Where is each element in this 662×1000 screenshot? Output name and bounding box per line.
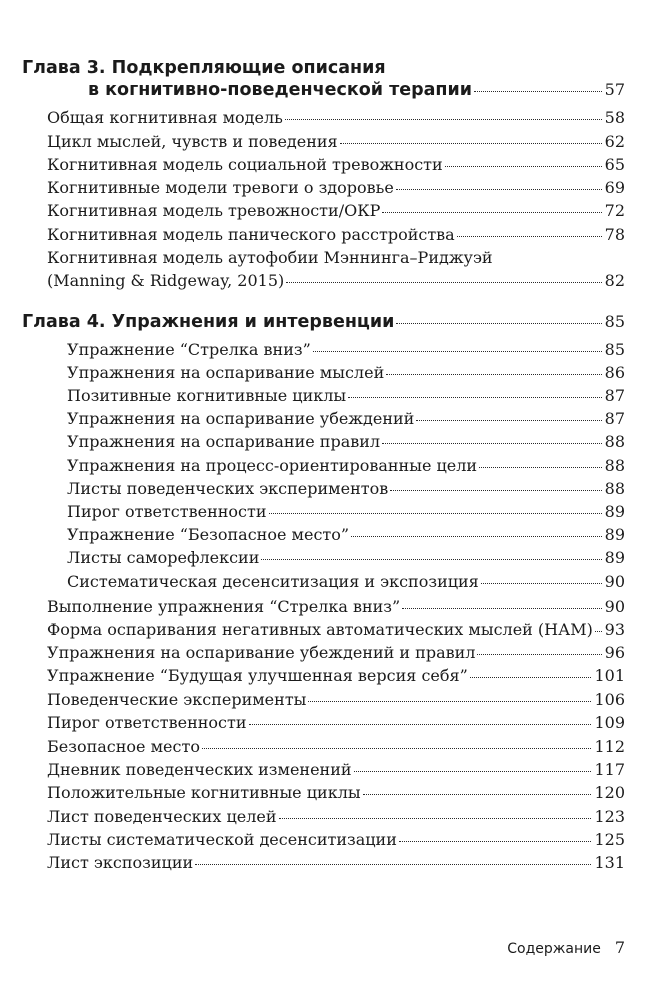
toc-sub-entry[interactable] — [67, 572, 625, 592]
toc-entry-page: 85 — [604, 340, 625, 359]
page-footer — [507, 938, 625, 957]
toc-entry-title: Когнитивная модель тревожности/ОКР — [47, 201, 381, 220]
chapter-3-heading[interactable] — [88, 80, 625, 100]
toc-entry[interactable] — [47, 178, 625, 198]
toc-entry-title: Цикл мыслей, чувств и поведения — [47, 132, 338, 151]
toc-entry[interactable] — [47, 807, 625, 827]
dot-leader — [340, 143, 602, 144]
toc-entry-page: 88 — [604, 456, 625, 475]
dot-leader — [279, 818, 592, 819]
toc-entry[interactable] — [47, 666, 625, 686]
toc-entry[interactable] — [47, 853, 625, 873]
dot-leader — [382, 212, 601, 213]
toc-entry-title: Лист экспозиции — [47, 853, 194, 872]
toc-entry-page: 58 — [604, 108, 625, 127]
toc-entry-title: Общая когнитивная модель — [47, 108, 283, 127]
toc-entry-page: 101 — [594, 666, 625, 685]
toc-entry-page: 96 — [604, 643, 625, 662]
toc-entry[interactable] — [47, 620, 625, 640]
toc-entry-title: Когнитивная модель социальной тревожности — [47, 155, 443, 174]
toc-sub-entry[interactable] — [67, 340, 625, 360]
toc-entry-page: 65 — [604, 155, 625, 174]
toc-entry-page: 88 — [604, 432, 625, 451]
toc-entry-page: 131 — [594, 853, 625, 872]
toc-entry-page: 89 — [604, 525, 625, 544]
toc-entry-page: 125 — [594, 830, 625, 849]
toc-entry[interactable] — [47, 830, 625, 850]
toc-entry-page: 89 — [604, 502, 625, 521]
toc-entry-title: Когнитивная модель панического расстройства — [47, 225, 455, 244]
toc-entry-page: 89 — [604, 548, 625, 567]
toc-sub-entry[interactable] — [67, 525, 625, 545]
toc-entry-title: Упражнение “Стрелка вниз” — [67, 340, 311, 359]
chapter-3-page: 57 — [604, 80, 625, 99]
dot-leader — [313, 351, 602, 352]
dot-leader — [285, 119, 602, 120]
toc-entry-title: Упражнение “Безопасное место” — [67, 525, 350, 544]
toc-entry-page: 88 — [604, 479, 625, 498]
footer-page-number: 7 — [614, 938, 625, 957]
toc-entry-title: (Manning & Ridgeway, 2015) — [47, 271, 285, 290]
toc-entry[interactable] — [47, 108, 625, 128]
toc-entry[interactable] — [47, 132, 625, 152]
toc-entry-page: 109 — [594, 713, 625, 732]
toc-entry-page: 62 — [604, 132, 625, 151]
dot-leader — [195, 864, 591, 865]
dot-leader — [457, 236, 602, 237]
toc-entry-title: Упражнения на оспаривание правил — [67, 432, 381, 451]
dot-leader — [249, 724, 592, 725]
toc-entry[interactable] — [47, 783, 625, 803]
toc-entry[interactable] — [47, 737, 625, 757]
toc-entry-title-line1[interactable]: Когнитивная модель аутофобии Мэннинга–Риджуэй — [47, 248, 493, 267]
chapter-3-title-line2: в когнитивно-поведенческой терапии — [88, 80, 473, 100]
toc-entry-title: Выполнение упражнения “Стрелка вниз” — [47, 597, 401, 616]
toc-entry-title: Поведенческие эксперименты — [47, 690, 307, 709]
toc-entry-title: Когнитивные модели тревоги о здоровье — [47, 178, 394, 197]
chapter-4-page: 85 — [604, 312, 625, 331]
toc-entry-title: Лист поведенческих целей — [47, 807, 277, 826]
toc-sub-entry[interactable] — [67, 409, 625, 429]
toc-entry-title: Упражнение “Будущая улучшенная версия себя” — [47, 666, 468, 685]
toc-entry[interactable] — [47, 643, 625, 663]
toc-entry-page: 120 — [594, 783, 625, 802]
dot-leader — [595, 631, 602, 632]
dot-leader — [396, 189, 602, 190]
dot-leader — [416, 420, 601, 421]
toc-entry[interactable] — [47, 597, 625, 617]
dot-leader — [269, 513, 602, 514]
dot-leader — [402, 608, 601, 609]
toc-entry-title: Пирог ответственности — [67, 502, 267, 521]
toc-entry[interactable] — [47, 201, 625, 221]
toc-entry[interactable] — [47, 271, 625, 291]
toc-sub-entry[interactable] — [67, 479, 625, 499]
toc-entry-title: Пирог ответственности — [47, 713, 247, 732]
dot-leader — [470, 677, 592, 678]
toc-entry-page: 78 — [604, 225, 625, 244]
toc-entry[interactable] — [47, 155, 625, 175]
toc-entry-page: 87 — [604, 409, 625, 428]
toc-entry-page: 93 — [604, 620, 625, 639]
toc-entry[interactable] — [47, 690, 625, 710]
toc-sub-entry[interactable] — [67, 386, 625, 406]
dot-leader — [261, 559, 601, 560]
toc-entry-title: Форма оспаривания негативных автоматических мыслей (НАМ) — [47, 620, 593, 639]
dot-leader — [354, 771, 592, 772]
toc-sub-entry[interactable] — [67, 548, 625, 568]
toc-entry-title: Систематическая десенситизация и экспозиция — [67, 572, 479, 591]
toc-entry-title: Упражнения на оспаривание убеждений и правил — [47, 643, 476, 662]
dot-leader — [474, 91, 602, 92]
chapter-3-title-line1: Глава 3. Подкрепляющие описания — [22, 58, 386, 78]
dot-leader — [399, 841, 592, 842]
toc-entry[interactable] — [47, 713, 625, 733]
dot-leader — [396, 323, 601, 324]
toc-entry-page: 112 — [594, 737, 625, 756]
toc-entry-title: Дневник поведенческих изменений — [47, 760, 352, 779]
toc-sub-entry[interactable] — [67, 432, 625, 452]
dot-leader — [390, 490, 601, 491]
dot-leader — [479, 467, 602, 468]
toc-entry-page: 69 — [604, 178, 625, 197]
toc-entry-page: 117 — [594, 760, 625, 779]
toc-sub-entry[interactable] — [67, 456, 625, 476]
dot-leader — [445, 166, 602, 167]
toc-entry-title: Листы саморефлексии — [67, 548, 260, 567]
toc-entry-page: 87 — [604, 386, 625, 405]
footer-section-label: Содержание — [507, 941, 601, 957]
toc-entry-title: Положительные когнитивные циклы — [47, 783, 361, 802]
dot-leader — [477, 654, 601, 655]
toc-entry-page: 123 — [594, 807, 625, 826]
dot-leader — [308, 701, 591, 702]
toc-entry-title: Упражнения на оспаривание мыслей — [67, 363, 385, 382]
toc-entry-title: Упражнения на оспаривание убеждений — [67, 409, 415, 428]
toc-entry-page: 72 — [604, 201, 625, 220]
dot-leader — [348, 397, 602, 398]
dot-leader — [286, 282, 601, 283]
dot-leader — [351, 536, 602, 537]
toc-entry-title: Безопасное место — [47, 737, 200, 756]
toc-entry-page: 106 — [594, 690, 625, 709]
toc-entry-title: Позитивные когнитивные циклы — [67, 386, 347, 405]
toc-entry-title: Листы поведенческих экспериментов — [67, 479, 389, 498]
dot-leader — [202, 748, 591, 749]
toc-entry-page: 90 — [604, 597, 625, 616]
toc-sub-entry[interactable] — [67, 502, 625, 522]
dot-leader — [481, 583, 602, 584]
dot-leader — [386, 374, 601, 375]
toc-entry-page: 82 — [604, 271, 625, 290]
toc-entry-page: 86 — [604, 363, 625, 382]
toc-entry[interactable] — [47, 760, 625, 780]
dot-leader — [363, 794, 592, 795]
toc-entry-page: 90 — [604, 572, 625, 591]
chapter-4-heading[interactable] — [22, 312, 625, 332]
dot-leader — [382, 443, 602, 444]
toc-entry-title: Упражнения на процесс-ориентированные цели — [67, 456, 478, 475]
toc-sub-entry[interactable] — [67, 363, 625, 383]
toc-entry[interactable] — [47, 225, 625, 245]
chapter-4-title: Глава 4. Упражнения и интервенции — [22, 312, 395, 332]
toc-entry-title: Листы систематической десенситизации — [47, 830, 397, 849]
